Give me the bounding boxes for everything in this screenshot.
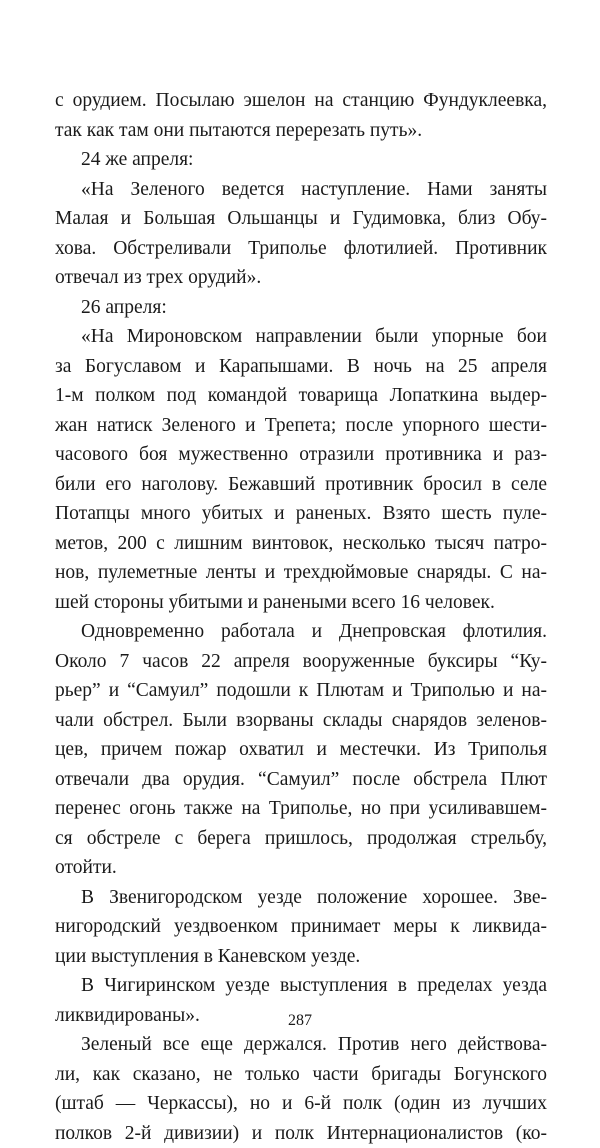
text-line: Около 7 часов 22 апреля вооруженные буксиры “Ку- (55, 647, 547, 677)
text-line: отвечал из трех орудий». (55, 263, 547, 293)
text-line: 24 же апреля: (55, 145, 547, 175)
text-line: за Богуславом и Карапышами. В ночь на 25 апреля (55, 352, 547, 382)
text-line: рьер” и “Самуил” подошли к Плютам и Триполью и на- (55, 676, 547, 706)
text-line: «На Зеленого ведется наступление. Нами заняты (55, 175, 547, 205)
text-line: отойти. (55, 853, 547, 883)
page-body-text (55, 86, 547, 1148)
text-line: ся обстреле с берега пришлось, продолжая стрельбу, (55, 824, 547, 854)
text-line: перенес огонь также на Триполье, но при усиливавшем- (55, 794, 547, 824)
text-line: нигородский уездвоенком принимает меры к ликвида- (55, 912, 547, 942)
text-line: с орудием. Посылаю эшелон на станцию Фундуклеевка, (55, 86, 547, 116)
text-line: так как там они пытаются перерезать путь». (55, 116, 547, 146)
text-line: ликвидированы». (55, 1001, 547, 1031)
text-line: Потапцы много убитых и раненых. Взято шесть пуле- (55, 499, 547, 529)
text-line: Зеленый все еще держался. Против него действова- (55, 1030, 547, 1060)
text-line: чали обстрел. Были взорваны склады снарядов зеленов- (55, 706, 547, 736)
text-line: цев, причем пожар охватил и местечки. Из Триполья (55, 735, 547, 765)
text-line: жан натиск Зеленого и Трепета; после упорного шести- (55, 411, 547, 441)
text-line: «На Мироновском направлении были упорные бои (55, 322, 547, 352)
text-line: ли, как сказано, не только части бригады Богунского (55, 1060, 547, 1090)
text-line: нов, пулеметные ленты и трехдюймовые снаряды. С на- (55, 558, 547, 588)
text-line: ции выступления в Каневском уезде. (55, 942, 547, 972)
page-number: 287 (0, 1011, 600, 1031)
text-line: (штаб — Черкассы), но и 6-й полк (один из лучших (55, 1089, 547, 1119)
text-line: В Чигиринском уезде выступления в пределах уезда (55, 971, 547, 1001)
text-line: Малая и Большая Ольшанцы и Гудимовка, близ Обу- (55, 204, 547, 234)
text-line: Одновременно работала и Днепровская флотилия. (55, 617, 547, 647)
text-line: шей стороны убитыми и ранеными всего 16 человек. (55, 588, 547, 618)
text-line: полков 2-й дивизии) и полк Интернационалистов (ко- (55, 1119, 547, 1148)
text-line: били его наголову. Бежавший противник бросил в селе (55, 470, 547, 500)
text-line: отвечали два орудия. “Самуил” после обстрела Плют (55, 765, 547, 795)
text-line: 26 апреля: (55, 293, 547, 323)
text-line: В Звенигородском уезде положение хорошее. Зве- (55, 883, 547, 913)
text-line: хова. Обстреливали Триполье флотилией. Противник (55, 234, 547, 264)
text-line: метов, 200 с лишним винтовок, несколько тысяч патро- (55, 529, 547, 559)
text-line: 1-м полком под командой товарища Лопаткина выдер- (55, 381, 547, 411)
text-line: часового боя мужественно отразили противника и раз- (55, 440, 547, 470)
